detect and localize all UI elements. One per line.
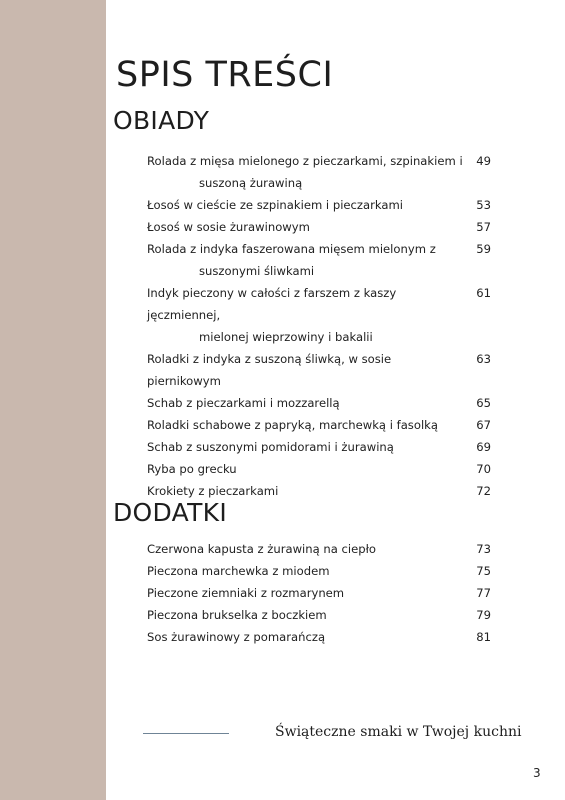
toc-entry-title: Czerwona kapusta z żurawiną na ciepło [147,542,377,556]
toc-entry-page: 53 [476,198,491,212]
toc-entry[interactable] [147,538,497,560]
toc-list-dodatki [147,538,497,648]
toc-entry[interactable] [147,436,497,458]
page-number: 3 [533,766,541,780]
toc-entry[interactable] [147,282,497,348]
toc-entry-page: 49 [476,154,491,168]
toc-entry[interactable] [147,238,497,282]
toc-entry-page: 73 [476,542,491,556]
footer-rule [143,733,229,734]
toc-entry-title-continued: suszonymi śliwkami [199,264,315,278]
toc-entry-title-continued: mielonej wieprzowiny i bakalii [199,330,373,344]
toc-entry-title: Pieczona marchewka z miodem [147,564,330,578]
side-color-band [0,0,106,800]
toc-entry-title: Ryba po grecku [147,462,237,476]
toc-entry-title: Schab z pieczarkami i mozzarellą [147,396,340,410]
page-title: SPIS TREŚCI [116,55,334,95]
toc-entry-title: Łosoś w sosie żurawinowym [147,220,310,234]
toc-entry-title: Rolada z indyka faszerowana mięsem mielonym z [147,242,436,256]
toc-entry-page: 81 [476,630,491,644]
toc-entry-title: Łosoś w cieście ze szpinakiem i pieczarkami [147,198,404,212]
toc-entry-page: 67 [476,418,491,432]
toc-entry-title: Krokiety z pieczarkami [147,484,279,498]
toc-entry-page: 61 [476,286,491,300]
toc-entry-page: 72 [476,484,491,498]
toc-entry-title: Pieczona brukselka z boczkiem [147,608,327,622]
toc-entry-title: Indyk pieczony w całości z farszem z kaszy jęczmiennej, [147,286,397,322]
toc-entry[interactable] [147,626,497,648]
toc-entry-title: Sos żurawinowy z pomarańczą [147,630,326,644]
toc-entry-page: 79 [476,608,491,622]
toc-entry-page: 69 [476,440,491,454]
toc-entry-page: 65 [476,396,491,410]
toc-entry-title: Pieczone ziemniaki z rozmarynem [147,586,345,600]
footer-tagline: Świąteczne smaki w Twojej kuchni [275,724,522,740]
toc-entry[interactable] [147,560,497,582]
toc-entry-page: 59 [476,242,491,256]
toc-entry-page: 70 [476,462,491,476]
toc-entry-page: 75 [476,564,491,578]
toc-entry-page: 63 [476,352,491,366]
toc-entry-title: Roladki schabowe z papryką, marchewką i fasolką [147,418,438,432]
toc-entry-title: Roladki z indyka z suszoną śliwką, w sosie piernikowym [147,352,392,388]
toc-entry[interactable] [147,392,497,414]
toc-entry-page: 57 [476,220,491,234]
toc-entry-title-continued: suszoną żurawiną [199,176,303,190]
toc-list-obiady [147,150,497,502]
toc-entry[interactable] [147,194,497,216]
toc-entry[interactable] [147,414,497,436]
toc-entry-page: 77 [476,586,491,600]
toc-entry-title: Schab z suszonymi pomidorami i żurawiną [147,440,394,454]
toc-entry[interactable] [147,216,497,238]
toc-entry[interactable] [147,348,497,392]
toc-entry[interactable] [147,150,497,194]
toc-entry-title: Rolada z mięsa mielonego z pieczarkami, szpinakiem i [147,154,463,168]
toc-entry[interactable] [147,458,497,480]
section-heading-obiady: OBIADY [113,106,210,135]
toc-entry[interactable] [147,582,497,604]
toc-entry[interactable] [147,604,497,626]
section-heading-dodatki: DODATKI [113,498,228,527]
